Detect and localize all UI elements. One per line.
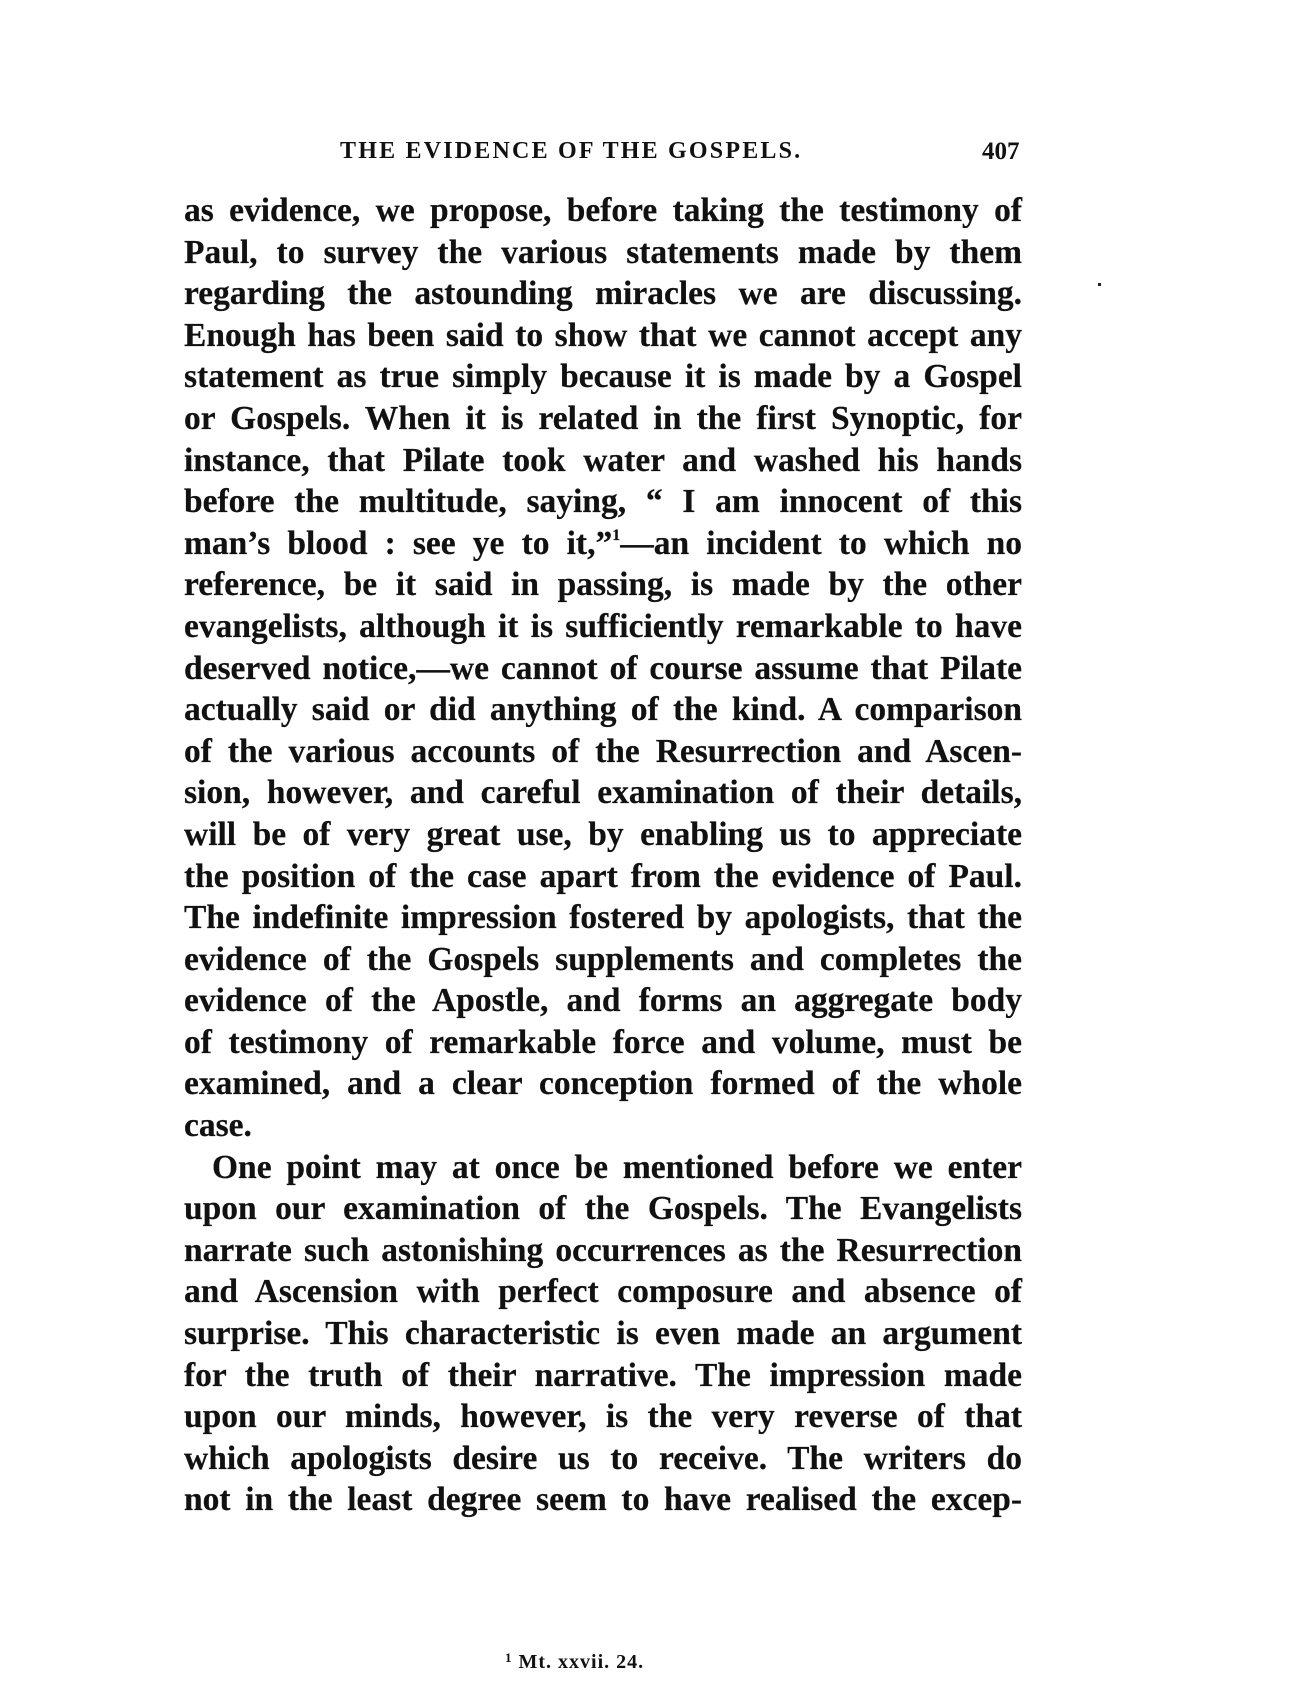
text-line: for the truth of their narrative. The impression made xyxy=(184,1356,1022,1394)
footnote-text: Mt. xxvii. 24. xyxy=(518,1651,645,1673)
text-line: which apologists desire us to receive. The writers do xyxy=(184,1439,1022,1477)
text-line: or Gospels. When it is related in the first Synoptic, for xyxy=(184,399,1022,437)
text-line: will be of very great use, by enabling us to appreciate xyxy=(184,815,1022,853)
text-line: actually said or did anything of the kind. A comparison xyxy=(184,691,1022,729)
scan-speck xyxy=(1098,283,1101,286)
text-line: before the multitude, saying, “ I am innocent of this xyxy=(184,483,1022,521)
text-fragment: —an incident to which no xyxy=(620,524,1022,562)
text-line: statement as true simply because it is made by a Gospel xyxy=(184,358,1022,396)
text-line: upon our minds, however, is the very reverse of that xyxy=(184,1398,1022,1436)
text-line: examined, and a clear conception formed of the whole xyxy=(184,1065,1022,1103)
body-text xyxy=(184,190,1022,1521)
text-line: The indefinite impression fostered by apologists, that the xyxy=(184,899,1022,937)
text-line: evangelists, although it is sufficiently remarkable to have xyxy=(184,607,1022,645)
text-line: upon our examination of the Gospels. The Evangelists xyxy=(184,1190,1022,1228)
text-line: not in the least degree seem to have realised the excep- xyxy=(184,1481,1022,1519)
text-line: regarding the astounding miracles we are discussing. xyxy=(184,275,1022,313)
text-line: and Ascension with perfect composure and absence of xyxy=(184,1273,1022,1311)
text-line: reference, be it said in passing, is made by the other xyxy=(184,566,1022,604)
text-line: deserved notice,—we cannot of course assume that Pilate xyxy=(184,649,1022,687)
footnote-marker: 1 xyxy=(505,1650,513,1665)
text-line: Paul, to survey the various statements made by them xyxy=(184,233,1022,271)
footnote-reference[interactable]: 1 xyxy=(612,526,621,544)
text-line: narrate such astonishing occurrences as the Resurrection xyxy=(184,1231,1022,1269)
text-line: evidence of the Gospels supplements and completes the xyxy=(184,940,1022,978)
text-line: One point may at once be mentioned before we enter xyxy=(212,1148,1022,1186)
text-line: of testimony of remarkable force and volume, must be xyxy=(184,1023,1022,1061)
footnote xyxy=(505,1650,644,1674)
chapter-title: THE EVIDENCE OF THE GOSPELS. xyxy=(340,138,803,164)
text-line: as evidence, we propose, before taking the testimony of xyxy=(184,192,1022,229)
text-line: Enough has been said to show that we cannot accept any xyxy=(184,316,1022,354)
running-head xyxy=(340,138,1030,170)
text-line: instance, that Pilate took water and washed his hands xyxy=(184,441,1022,479)
text-fragment: man’s blood : see ye to it,” xyxy=(184,524,613,562)
text-line: of the various accounts of the Resurrection and Ascen- xyxy=(184,732,1022,770)
text-line: sion, however, and careful examination of their details, xyxy=(184,774,1022,812)
text-line: case. xyxy=(184,1107,252,1145)
text-line: surprise. This characteristic is even made an argument xyxy=(184,1315,1022,1353)
text-line: evidence of the Apostle, and forms an aggregate body xyxy=(184,982,1022,1020)
text-line: the position of the case apart from the evidence of Paul. xyxy=(184,857,1022,895)
text-line-with-footnote-ref xyxy=(184,523,1022,565)
page-number: 407 xyxy=(982,138,1020,165)
